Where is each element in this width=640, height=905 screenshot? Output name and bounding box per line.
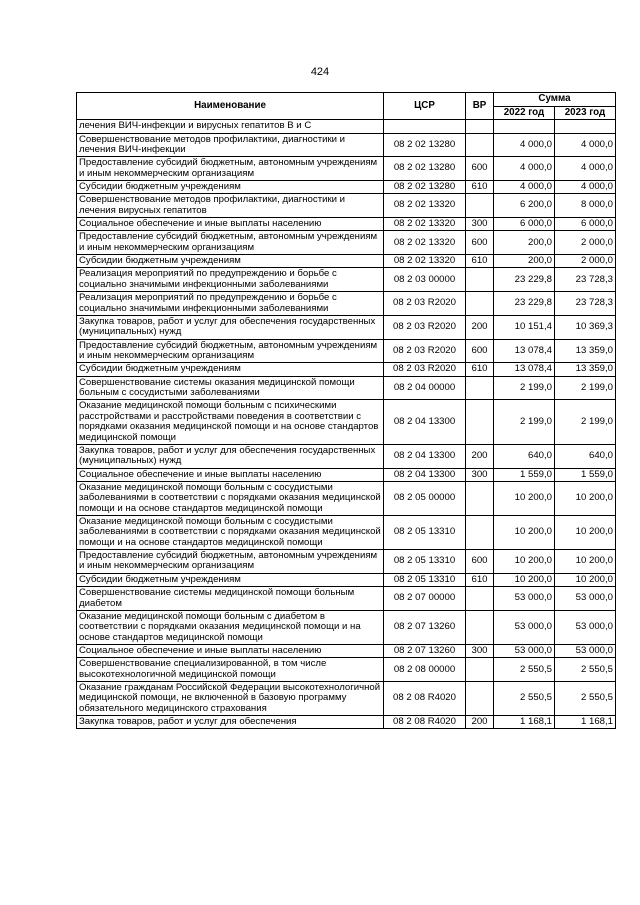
cell-vr: 610 [466,180,494,193]
cell-sum-2023: 4 000,0 [555,180,616,193]
cell-csr: 08 2 02 13320 [384,255,466,268]
cell-sum-2023: 2 550,5 [555,658,616,682]
budget-table [76,92,616,729]
cell-sum-2023: 4 000,0 [555,133,616,157]
cell-sum-2022: 10 200,0 [494,516,555,550]
cell-sum-2023: 1 168,1 [555,716,616,729]
cell-sum-2022: 10 151,4 [494,315,555,339]
table-row [77,376,616,400]
cell-sum-2022: 6 000,0 [494,218,555,231]
cell-vr [466,292,494,316]
cell-sum-2022: 4 000,0 [494,157,555,181]
cell-sum-2023: 10 369,3 [555,315,616,339]
cell-csr: 08 2 07 13260 [384,644,466,657]
cell-name: Совершенствование методов профилактики, диагностики и лечения ВИЧ-инфекции [77,133,384,157]
cell-sum-2023: 10 200,0 [555,516,616,550]
table-header [77,93,616,120]
cell-sum-2022 [494,120,555,133]
cell-csr: 08 2 05 13310 [384,573,466,586]
cell-sum-2023: 10 200,0 [555,550,616,574]
cell-csr: 08 2 02 13280 [384,157,466,181]
cell-sum-2022: 53 000,0 [494,587,555,611]
cell-sum-2023: 10 200,0 [555,573,616,586]
cell-vr: 600 [466,550,494,574]
header-csr: ЦСР [384,93,466,120]
cell-csr: 08 2 05 13310 [384,516,466,550]
cell-sum-2023: 2 000,0 [555,255,616,268]
table-row [77,363,616,376]
cell-sum-2022: 2 199,0 [494,400,555,444]
cell-csr: 08 2 03 00000 [384,268,466,292]
header-year-2022: 2022 год [494,106,555,120]
cell-name: Социальное обеспечение и иные выплаты населению [77,644,384,657]
table-row [77,218,616,231]
cell-vr: 600 [466,231,494,255]
cell-name: Субсидии бюджетным учреждениям [77,255,384,268]
cell-sum-2023: 13 359,0 [555,339,616,363]
table-row [77,587,616,611]
cell-sum-2022: 2 550,5 [494,682,555,716]
cell-vr: 610 [466,363,494,376]
cell-sum-2022: 13 078,4 [494,363,555,376]
table-row [77,268,616,292]
table-row [77,573,616,586]
cell-sum-2023: 23 728,3 [555,268,616,292]
cell-vr: 300 [466,644,494,657]
cell-sum-2022: 53 000,0 [494,610,555,644]
table-row [77,157,616,181]
header-vr: ВР [466,93,494,120]
cell-csr: 08 2 07 00000 [384,587,466,611]
cell-name: Совершенствование методов профилактики, диагностики и лечения вирусных гепатитов [77,194,384,218]
cell-name: Субсидии бюджетным учреждениям [77,363,384,376]
table-row [77,716,616,729]
cell-vr [466,658,494,682]
cell-name: Оказание медицинской помощи больным с психическими расстройствами и расстройствами поведения в соответствии с порядками оказания медицинской помощи и на основе стандартов медицинской помощи [77,400,384,444]
table-row [77,682,616,716]
header-name: Наименование [77,93,384,120]
cell-name: Предоставление субсидий бюджетным, автономным учреждениям и иным некоммерческим организациям [77,231,384,255]
cell-vr [466,194,494,218]
cell-sum-2022: 53 000,0 [494,644,555,657]
cell-vr: 300 [466,218,494,231]
cell-name: Оказание медицинской помощи больным с сосудистыми заболеваниями в соответствии с порядками оказания медицинской помощи и на основе стандартов медицинской помощи [77,481,384,515]
cell-vr: 200 [466,315,494,339]
cell-sum-2023: 6 000,0 [555,218,616,231]
cell-name: Закупка товаров, работ и услуг для обеспечения государственных (муниципальных) нужд [77,315,384,339]
cell-csr: 08 2 02 13320 [384,218,466,231]
table-row [77,468,616,481]
cell-vr [466,268,494,292]
cell-sum-2022: 23 229,8 [494,292,555,316]
cell-sum-2022: 10 200,0 [494,550,555,574]
cell-vr [466,610,494,644]
table-row [77,550,616,574]
cell-vr [466,587,494,611]
table-row [77,315,616,339]
table-row [77,400,616,444]
cell-sum-2023: 4 000,0 [555,157,616,181]
cell-name: Предоставление субсидий бюджетным, автономным учреждениям и иным некоммерческим организациям [77,550,384,574]
page-number: 424 [310,66,330,78]
cell-csr: 08 2 02 13280 [384,180,466,193]
cell-vr: 200 [466,716,494,729]
cell-sum-2023: 53 000,0 [555,610,616,644]
cell-vr [466,120,494,133]
cell-sum-2022: 23 229,8 [494,268,555,292]
cell-sum-2023: 2 550,5 [555,682,616,716]
cell-sum-2023: 53 000,0 [555,587,616,611]
cell-csr: 08 2 02 13280 [384,133,466,157]
cell-csr: 08 2 03 R2020 [384,315,466,339]
table-row [77,481,616,515]
cell-sum-2022: 2 550,5 [494,658,555,682]
cell-vr [466,400,494,444]
cell-vr [466,682,494,716]
cell-sum-2023: 2 199,0 [555,376,616,400]
cell-name: лечения ВИЧ-инфекции и вирусных гепатитов В и С [77,120,384,133]
cell-csr: 08 2 05 13310 [384,550,466,574]
table-row [77,120,616,133]
cell-name: Совершенствование системы медицинской помощи больным диабетом [77,587,384,611]
cell-name: Реализация мероприятий по предупреждению и борьбе с социально значимыми инфекционными заболеваниями [77,292,384,316]
cell-sum-2023: 13 359,0 [555,363,616,376]
cell-csr: 08 2 04 00000 [384,376,466,400]
cell-csr: 08 2 02 13320 [384,231,466,255]
cell-sum-2022: 13 078,4 [494,339,555,363]
table-row [77,644,616,657]
table-row [77,255,616,268]
cell-csr: 08 2 03 R2020 [384,339,466,363]
cell-vr [466,133,494,157]
table-row [77,180,616,193]
cell-vr [466,516,494,550]
cell-sum-2023: 640,0 [555,444,616,468]
cell-csr: 08 2 08 00000 [384,658,466,682]
cell-csr: 08 2 05 00000 [384,481,466,515]
table-body [77,120,616,729]
cell-sum-2023: 8 000,0 [555,194,616,218]
cell-csr: 08 2 08 R4020 [384,716,466,729]
cell-vr: 600 [466,157,494,181]
cell-sum-2022: 200,0 [494,255,555,268]
cell-sum-2022: 1 168,1 [494,716,555,729]
cell-vr [466,376,494,400]
cell-vr: 610 [466,255,494,268]
cell-csr: 08 2 04 13300 [384,444,466,468]
table-row [77,194,616,218]
table-row [77,516,616,550]
cell-sum-2022: 10 200,0 [494,481,555,515]
cell-name: Реализация мероприятий по предупреждению и борьбе с социально значимыми инфекционными заболеваниями [77,268,384,292]
table-row [77,231,616,255]
cell-sum-2022: 6 200,0 [494,194,555,218]
cell-vr: 200 [466,444,494,468]
cell-name: Оказание гражданам Российской Федерации высокотехнологичной медицинской помощи, не включенной в базовую программу обязательного медицинского страхования [77,682,384,716]
table-row [77,658,616,682]
cell-sum-2022: 2 199,0 [494,376,555,400]
cell-name: Закупка товаров, работ и услуг для обеспечения [77,716,384,729]
table-row [77,133,616,157]
cell-sum-2023: 10 200,0 [555,481,616,515]
cell-name: Совершенствование специализированной, в том числе высокотехнологичной медицинской помощи [77,658,384,682]
cell-name: Оказание медицинской помощи больным с диабетом в соответствии с порядками оказания медицинской помощи и на основе стандартов медицинской помощи [77,610,384,644]
table-row [77,339,616,363]
cell-name: Субсидии бюджетным учреждениям [77,573,384,586]
cell-csr: 08 2 03 R2020 [384,363,466,376]
cell-name: Предоставление субсидий бюджетным, автономным учреждениям и иным некоммерческим организациям [77,339,384,363]
header-year-2023: 2023 год [555,106,616,120]
cell-name: Субсидии бюджетным учреждениям [77,180,384,193]
cell-csr: 08 2 02 13320 [384,194,466,218]
cell-sum-2022: 4 000,0 [494,180,555,193]
cell-vr: 600 [466,339,494,363]
table-row [77,610,616,644]
header-sum: Сумма [494,93,616,107]
cell-sum-2023: 1 559,0 [555,468,616,481]
cell-csr: 08 2 03 R2020 [384,292,466,316]
cell-sum-2023: 23 728,3 [555,292,616,316]
cell-sum-2023 [555,120,616,133]
cell-vr [466,481,494,515]
cell-csr: 08 2 08 R4020 [384,682,466,716]
cell-csr: 08 2 04 13300 [384,400,466,444]
cell-csr: 08 2 07 13260 [384,610,466,644]
cell-sum-2022: 1 559,0 [494,468,555,481]
cell-name: Закупка товаров, работ и услуг для обеспечения государственных (муниципальных) нужд [77,444,384,468]
cell-sum-2022: 640,0 [494,444,555,468]
cell-csr: 08 2 04 13300 [384,468,466,481]
table-row [77,444,616,468]
cell-name: Социальное обеспечение и иные выплаты населению [77,468,384,481]
cell-name: Совершенствование системы оказания медицинской помощи больным с сосудистыми заболеваниями [77,376,384,400]
cell-vr: 610 [466,573,494,586]
cell-sum-2023: 2 199,0 [555,400,616,444]
cell-csr [384,120,466,133]
cell-name: Оказание медицинской помощи больным с сосудистыми заболеваниями в соответствии с порядками оказания медицинской помощи и на основе стандартов медицинской помощи [77,516,384,550]
cell-sum-2022: 4 000,0 [494,133,555,157]
cell-name: Социальное обеспечение и иные выплаты населению [77,218,384,231]
cell-sum-2022: 10 200,0 [494,573,555,586]
cell-vr: 300 [466,468,494,481]
cell-sum-2022: 200,0 [494,231,555,255]
table-row [77,292,616,316]
cell-name: Предоставление субсидий бюджетным, автономным учреждениям и иным некоммерческим организациям [77,157,384,181]
cell-sum-2023: 53 000,0 [555,644,616,657]
cell-sum-2023: 2 000,0 [555,231,616,255]
